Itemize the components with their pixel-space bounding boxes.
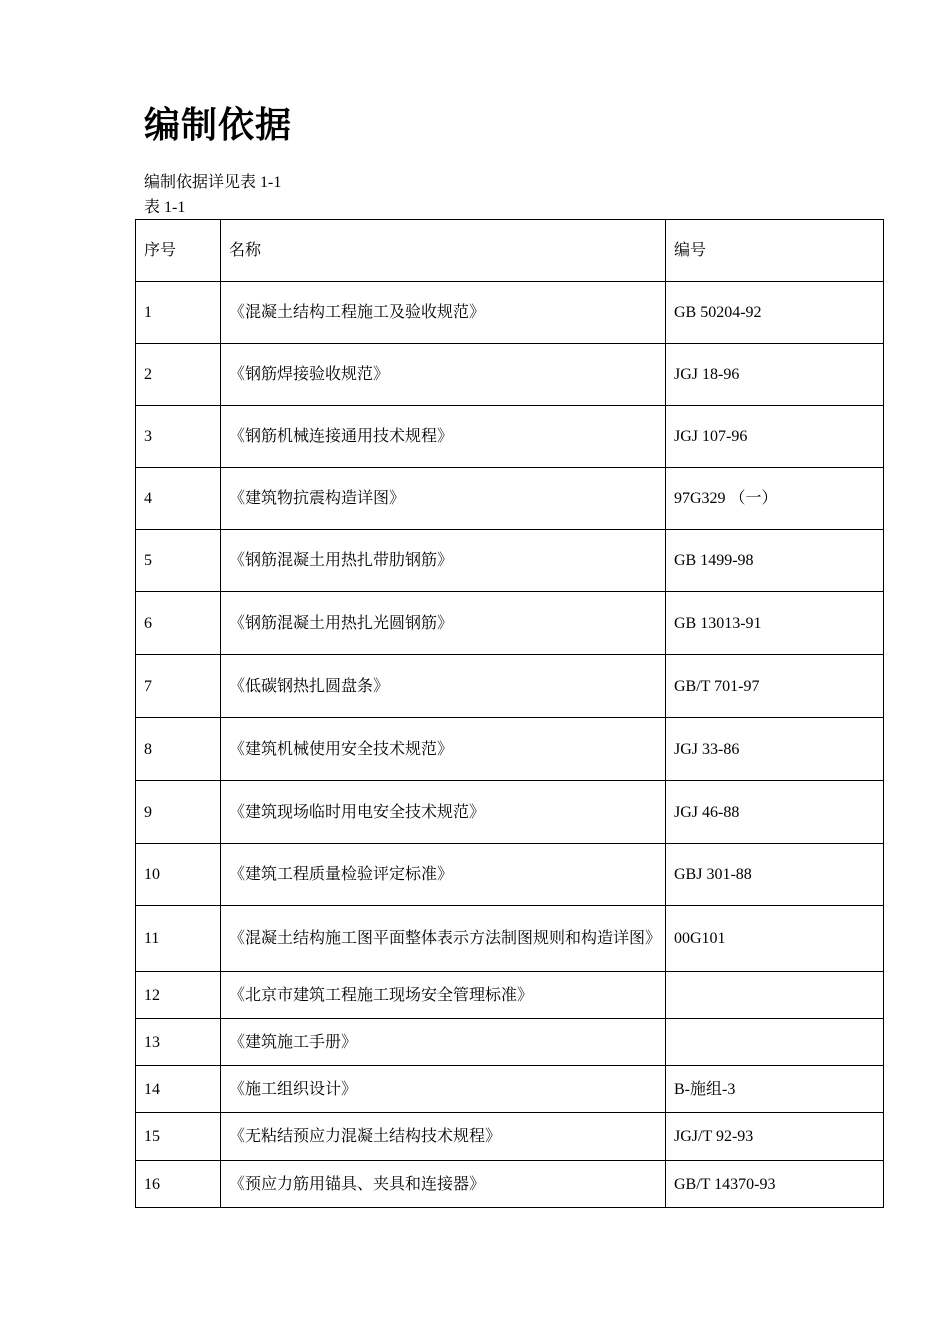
intro-text: 编制依据详见表 1-1 [144, 174, 282, 191]
row-code: GB 13013-91 [666, 592, 884, 655]
row-code: GB 1499-98 [666, 530, 884, 592]
table-row [136, 530, 884, 592]
row-code: 97G329 （一） [666, 468, 884, 530]
row-name: 《低碳钢热扎圆盘条》 [221, 655, 666, 718]
row-name: 《建筑机械使用安全技术规范》 [221, 718, 666, 781]
row-index: 10 [136, 844, 221, 906]
row-code [666, 1019, 884, 1066]
row-name: 《钢筋混凝土用热扎光圆钢筋》 [221, 592, 666, 655]
table-row [136, 592, 884, 655]
table-row [136, 972, 884, 1019]
row-index: 13 [136, 1019, 221, 1066]
row-name: 《钢筋焊接验收规范》 [221, 344, 666, 406]
row-index: 14 [136, 1066, 221, 1113]
row-name: 《建筑物抗震构造详图》 [221, 468, 666, 530]
row-name: 《混凝土结构施工图平面整体表示方法制图规则和构造详图》 [221, 906, 666, 972]
row-name: 《无粘结预应力混凝土结构技术规程》 [221, 1113, 666, 1161]
row-code: 00G101 [666, 906, 884, 972]
row-code: GB 50204-92 [666, 282, 884, 344]
row-index: 2 [136, 344, 221, 406]
page-title: 编制依据 [144, 105, 293, 146]
table-caption: 表 1-1 [144, 199, 186, 216]
table-row [136, 1161, 884, 1208]
row-code: JGJ 33-86 [666, 718, 884, 781]
header-index: 序号 [136, 220, 221, 282]
table-row [136, 1019, 884, 1066]
row-name: 《混凝土结构工程施工及验收规范》 [221, 282, 666, 344]
row-index: 15 [136, 1113, 221, 1161]
row-code: GBJ 301-88 [666, 844, 884, 906]
table-row [136, 406, 884, 468]
row-index: 9 [136, 781, 221, 844]
row-code: JGJ 18-96 [666, 344, 884, 406]
row-name: 《建筑现场临时用电安全技术规范》 [221, 781, 666, 844]
row-code [666, 972, 884, 1019]
row-name: 《钢筋混凝土用热扎带肋钢筋》 [221, 530, 666, 592]
row-code: GB/T 14370-93 [666, 1161, 884, 1208]
row-code: GB/T 701-97 [666, 655, 884, 718]
table-row [136, 468, 884, 530]
table-row [136, 906, 884, 972]
row-code: JGJ 46-88 [666, 781, 884, 844]
table-row [136, 718, 884, 781]
row-index: 3 [136, 406, 221, 468]
table-row [136, 282, 884, 344]
row-name: 《建筑工程质量检验评定标准》 [221, 844, 666, 906]
table-row [136, 1113, 884, 1161]
row-index: 7 [136, 655, 221, 718]
row-code: B-施组-3 [666, 1066, 884, 1113]
header-name: 名称 [221, 220, 666, 282]
row-name: 《预应力筋用锚具、夹具和连接器》 [221, 1161, 666, 1208]
table-row [136, 344, 884, 406]
row-code: JGJ/T 92-93 [666, 1113, 884, 1161]
basis-table [135, 219, 884, 1208]
row-index: 1 [136, 282, 221, 344]
row-name: 《建筑施工手册》 [221, 1019, 666, 1066]
row-index: 4 [136, 468, 221, 530]
row-name: 《钢筋机械连接通用技术规程》 [221, 406, 666, 468]
row-name: 《施工组织设计》 [221, 1066, 666, 1113]
row-code: JGJ 107-96 [666, 406, 884, 468]
row-index: 6 [136, 592, 221, 655]
row-name: 《北京市建筑工程施工现场安全管理标准》 [221, 972, 666, 1019]
table-header-row [136, 220, 884, 282]
table-row [136, 781, 884, 844]
table-row [136, 844, 884, 906]
row-index: 12 [136, 972, 221, 1019]
row-index: 5 [136, 530, 221, 592]
row-index: 11 [136, 906, 221, 972]
table-row [136, 1066, 884, 1113]
row-index: 16 [136, 1161, 221, 1208]
header-code: 编号 [666, 220, 884, 282]
table-row [136, 655, 884, 718]
row-index: 8 [136, 718, 221, 781]
